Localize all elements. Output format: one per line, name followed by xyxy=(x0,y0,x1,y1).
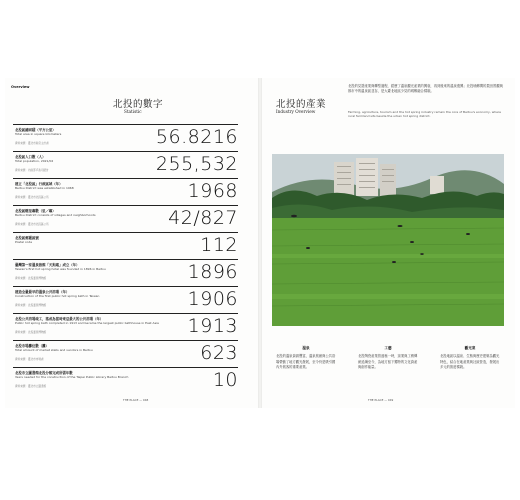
stat-value: 1913 xyxy=(187,315,238,337)
stat-label: 建造全臺最早的溫泉公共浴場（年） xyxy=(15,290,70,294)
stat-label: 北投市場攤位數（攤） xyxy=(15,344,49,348)
stat-source: 資料來源：北投溫泉博物館 xyxy=(15,304,47,307)
stat-source: 資料來源：臺北市市場處 xyxy=(15,358,44,361)
stat-label: 建立「北投區」行政區域（年） xyxy=(15,182,63,186)
stat-label: 北投市立圖書館北投分館完成所需年數 xyxy=(15,371,73,375)
stat-label: 北投區郵遞區號 xyxy=(15,236,39,240)
stat-source: 資料來源：北投溫泉博物館 xyxy=(15,331,47,334)
stat-label: 北投區總面積（平方公里） xyxy=(15,128,56,132)
stat-label-en: Taiwan's first hot spring hotel was founded in 1896 in Beitou xyxy=(15,267,106,271)
stat-row xyxy=(13,151,238,175)
stat-value: 56.8216 xyxy=(155,126,238,148)
stat-value: 255,532 xyxy=(155,153,238,175)
stat-row xyxy=(13,340,238,364)
page-subtitle: Industry Overview xyxy=(276,109,316,114)
column-title: 工藝 xyxy=(384,346,392,350)
stat-label: 北投區人口數（人） xyxy=(15,155,46,159)
stat-value: 1896 xyxy=(187,261,238,283)
magazine-spread xyxy=(5,78,515,408)
column-text: 北投陶瓷產業曾盛極一時，窯業與工藝傳統延續至今，為地方留下獨特的文化資產與創作能量。 xyxy=(358,354,418,370)
stat-value: 112 xyxy=(200,234,238,256)
page-folio: THE PLACE — 048 xyxy=(123,398,149,402)
stat-value: 623 xyxy=(200,342,238,364)
stat-label-en: Total area in square kilometers xyxy=(15,132,62,136)
stat-row xyxy=(13,286,238,310)
stat-row xyxy=(13,313,238,337)
column-text: 北投的溫泉資源豐富，溫泉旅館與公共浴場帶動了地方觀光發展，至今仍是吸引國內外旅客的重要產業。 xyxy=(276,354,336,370)
stat-label-en: Years needed for the construction of the Taipei Public Library Beitou Branch xyxy=(15,375,129,379)
column-title: 溫泉 xyxy=(302,346,310,350)
rice-field-photo xyxy=(272,154,504,326)
stat-row xyxy=(13,232,238,256)
stat-value: 10 xyxy=(212,369,238,391)
left-page xyxy=(5,78,258,408)
stat-label-en: Construction of the first public hot spring bath in Taiwan xyxy=(15,294,100,298)
stat-value: 1906 xyxy=(187,288,238,310)
page-title: 北投的數字 xyxy=(113,99,164,110)
page-folio: THE PLACE — 049 xyxy=(368,398,394,402)
page-title: 北投的產業 xyxy=(276,99,327,110)
stat-source: 資料來源：臺北市北投區公所 xyxy=(15,223,49,226)
page-subtitle: Statistic xyxy=(124,109,142,114)
stat-row xyxy=(13,367,238,391)
column-title: 觀光業 xyxy=(464,346,476,350)
landscape-illustration xyxy=(272,154,504,326)
stat-label-en: Total amount of market stalls and vendors in Beitou xyxy=(15,348,93,352)
stat-label: 北投區轄里鄰數（里／鄰） xyxy=(15,209,56,213)
stat-source: 資料來源：臺北市政府主計處 xyxy=(15,142,49,145)
stat-row xyxy=(13,259,238,283)
stat-row xyxy=(13,205,238,229)
stat-label-en: Public hot spring bath completed in 1913 and became the largest public bathhouse in East Asia xyxy=(15,321,159,325)
stat-label-en: Total population, 2021/02 xyxy=(15,159,54,163)
right-page xyxy=(262,78,515,408)
section-tag: Overview xyxy=(11,85,30,89)
intro-text-en: Farming, agriculture, tourism and the hot spring industry remain the core of Beitou's economy, where rural farmland sits beside the urban hot spring district. xyxy=(348,110,501,119)
stat-label: 臺灣第一家溫泉旅館「天狗庵」成立（年） xyxy=(15,263,80,267)
stat-label-en: Beitou District was established in 1968 xyxy=(15,186,74,190)
stat-label: 北投公共浴場竣工，落成為當時東亞最大的公共浴場（年） xyxy=(15,317,104,321)
stat-value: 1968 xyxy=(187,180,238,202)
stat-source: 資料來源：北投溫泉博物館 xyxy=(15,277,47,280)
stat-source: 資料來源：臺北市北投區公所 xyxy=(15,196,49,199)
stat-source: 資料來源：內政部戶政司統計 xyxy=(15,169,49,172)
intro-text-cn: 北投的見證產業與轉型過程，經歷了溫泉觀光產業的興衰，再到後來的溫泉復興；北投埔鄉間的農田景觀與都市中的溫泉區並存，是大臺北地區少見的城鄉融合樣貌。 xyxy=(348,84,503,93)
stat-row xyxy=(13,124,238,148)
stat-row xyxy=(13,178,238,202)
stat-label-en: Postal code xyxy=(15,240,33,244)
stat-label-en: Beitou District consists of villages and neighborhoods xyxy=(15,213,96,217)
stat-source: 資料來源：臺北市立圖書館 xyxy=(15,385,47,388)
stat-value: 42/827 xyxy=(168,207,238,229)
column-text: 北投地區以溫泉、生態與歷史建築為觀光特色，結合在地產業與社區營造，發展出多元的旅遊樣貌。 xyxy=(440,354,500,370)
